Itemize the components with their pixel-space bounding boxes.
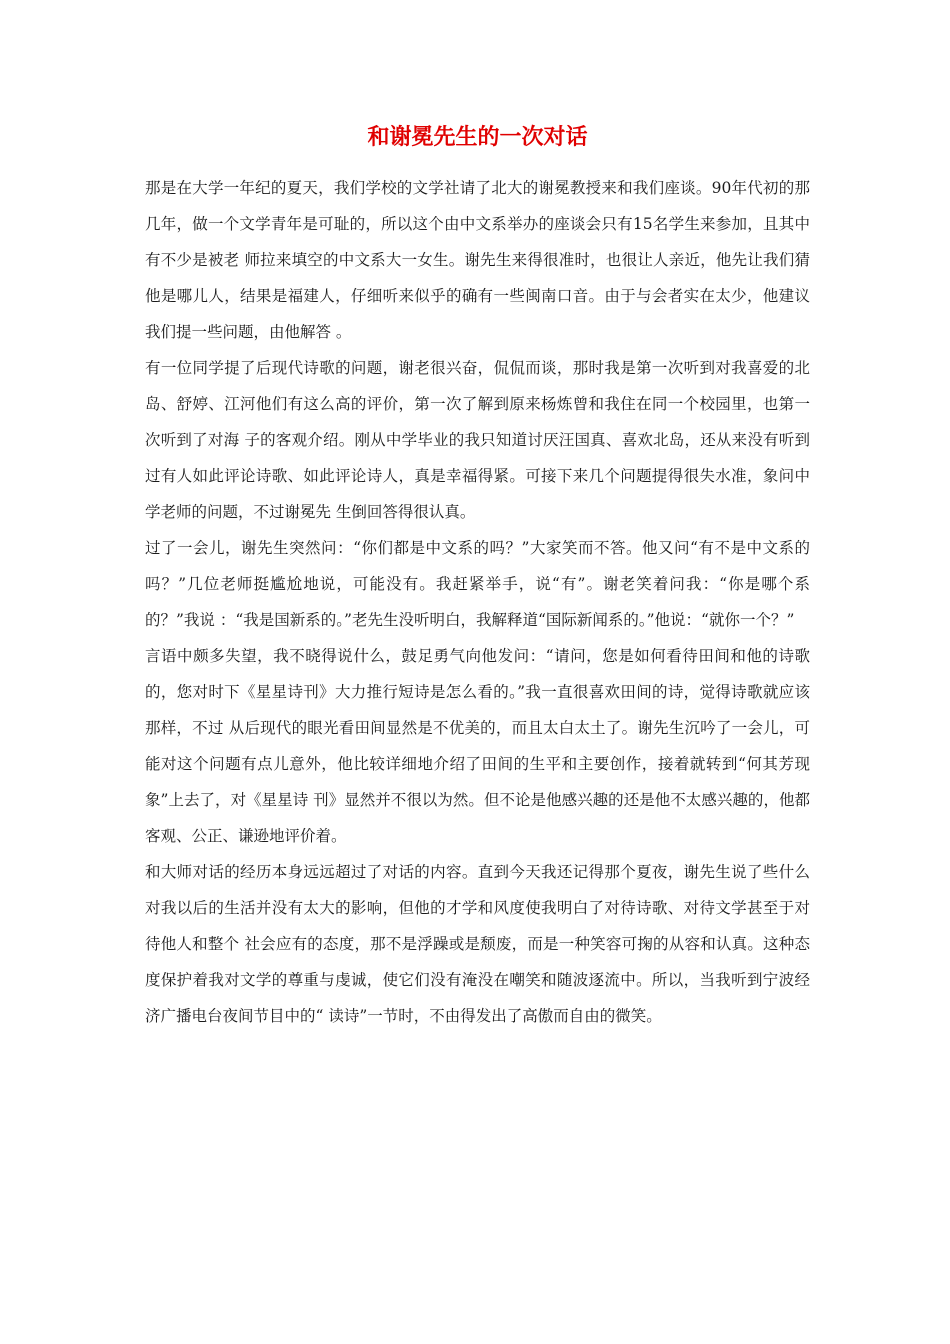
paragraph-4: 言语中颇多失望，我不晓得说什么，鼓足勇气向他发问：“请问，您是如何看待田间和他的诗歌的，您对时下《星星诗刊》大力推行短诗是怎么看的。”我一直很喜欢田间的诗，觉得诗歌就应该那样，不过 从后现代的眼光看田间显然是不优美的，而且太白太土了。谢先生沉吟了一会儿，可能对这个问题有点儿意外，他比较详细地介绍了田间的生平和主要创作，接着就转到“何其芳现象”上去了，对《星星诗 刊》显然并不很以为然。但不论是他感兴趣的还是他不太感兴趣的，他都客观、公正、谦逊地评价着。	[145, 647, 810, 845]
paragraph-3: 过了一会儿，谢先生突然问：“你们都是中文系的吗？”大家笑而不答。他又问“有不是中文系的吗？”几位老师挺尴尬地说，可能没有。我赶紧举手，说“有”。谢老笑着问我：“你是哪个系的？”我说 ：“我是国新系的。”老先生没听明白，我解释道“国际新闻系的。”他说：“就你一个？”	[145, 539, 810, 629]
document-title: 和谢冕先生的一次对话	[367, 124, 588, 150]
paragraph-2: 有一位同学提了后现代诗歌的问题，谢老很兴奋，侃侃而谈，那时我是第一次听到对我喜爱的北岛、舒婷、江河他们有这么高的评价，第一次了解到原来杨炼曾和我住在同一个校园里，也第一次听到了对海 子的客观介绍。刚从中学毕业的我只知道讨厌汪国真、喜欢北岛，还从来没有听到过有人如此评论诗歌、如此评论诗人，真是幸福得紧。可接下来几个问题提得很失水准，象问中学老师的问题，不过谢冕先 生倒回答得很认真。	[145, 359, 810, 521]
paragraph-1: 那是在大学一年纪的夏天，我们学校的文学社请了北大的谢冕教授来和我们座谈。90年代初的那几年，做一个文学青年是可耻的，所以这个由中文系举办的座谈会只有15名学生来参加，且其中有不少是被老 师拉来填空的中文系大一女生。谢先生来得很准时，也很让人亲近，他先让我们猜他是哪儿人，结果是福建人，仔细听来似乎的确有一些闽南口音。由于与会者实在太少，他建议我们提一些问题，由他解答 。	[145, 179, 810, 341]
paragraph-5: 和大师对话的经历本身远远超过了对话的内容。直到今天我还记得那个夏夜，谢先生说了些什么对我以后的生活并没有太大的影响，但他的才学和风度使我明白了对待诗歌、对待文学甚至于对待他人和整个 社会应有的态度，那不是浮躁或是颓废，而是一种笑容可掬的从容和认真。这种态度保护着我对文学的尊重与虔诚，使它们没有淹没在嘲笑和随波逐流中。所以，当我听到宁波经济广播电台夜间节目中的“ 读诗”一节时，不由得发出了高傲而自由的微笑。	[145, 863, 810, 1025]
document-page	[145, 118, 810, 1034]
